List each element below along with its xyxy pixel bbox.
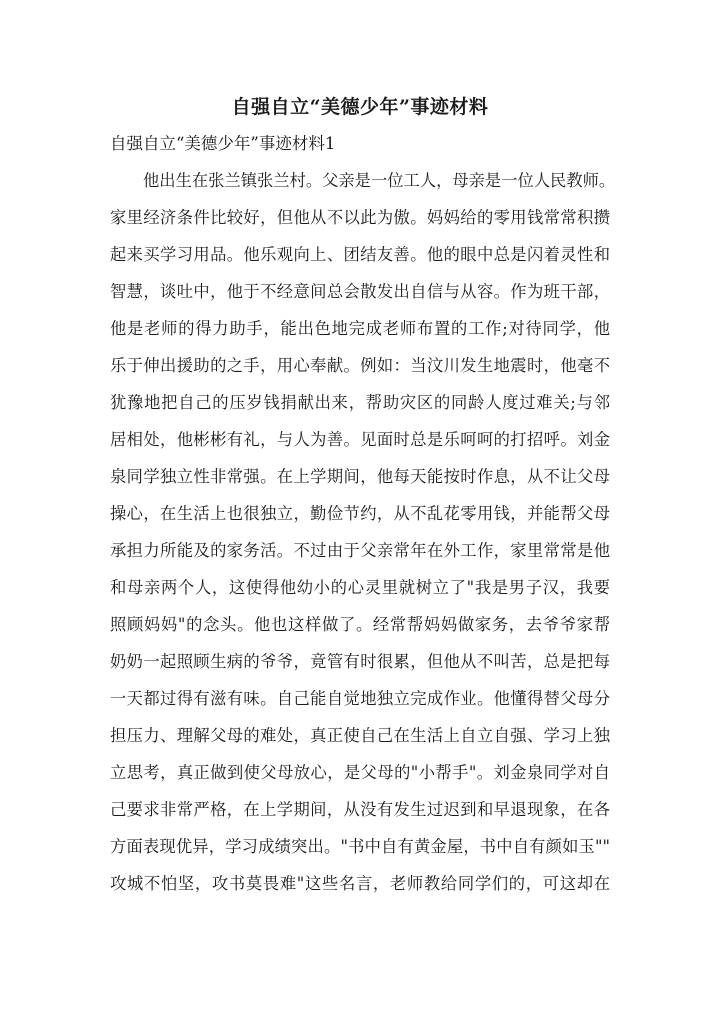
paragraph-line: 他出生在张兰镇张兰村。父亲是一位工人，母亲是一位人民教师。	[143, 171, 616, 190]
paragraph-line: 起来买学习用品。他乐观向上、团结友善。他的眼中总是闪着灵性和	[110, 245, 610, 264]
paragraph-line: 方面表现优异，学习成绩突出。"书中自有黄金屋，书中自有颜如玉""	[110, 837, 610, 856]
paragraph-line: 照顾妈妈"的念头。他也这样做了。经常帮妈妈做家务，去爷爷家帮	[110, 615, 610, 634]
paragraph-line: 居相处，他彬彬有礼，与人为善。见面时总是乐呵呵的打招呼。刘金	[110, 430, 610, 449]
paragraph-line: 担压力、理解父母的难处，真正使自己在生活上自立自强、学习上独	[110, 726, 610, 745]
paragraph-line: 他是老师的得力助手，能出色地完成老师布置的工作;对待同学，他	[110, 319, 610, 338]
paragraph-line: 己要求非常严格，在上学期间，从没有发生过迟到和早退现象，在各	[110, 800, 610, 819]
paragraph-line: 操心，在生活上也很独立，勤俭节约，从不乱花零用钱，并能帮父母	[110, 504, 610, 523]
paragraph-line: 一天都过得有滋有味。自己能自觉地独立完成作业。他懂得替父母分	[110, 689, 610, 708]
paragraph-line: 泉同学独立性非常强。在上学期间，他每天能按时作息，从不让父母	[110, 467, 610, 486]
paragraph-line: 立思考，真正做到使父母放心，是父母的"小帮手"。刘金泉同学对自	[110, 763, 610, 782]
paragraph-line: 智慧，谈吐中，他于不经意间总会散发出自信与从容。作为班干部，	[110, 282, 610, 301]
paragraph-line: 攻城不怕坚，攻书莫畏难"这些名言，老师教给同学们的，可这却在	[110, 874, 610, 893]
paragraph-line: 家里经济条件比较好，但他从不以此为傲。妈妈给的零用钱常常积攒	[110, 208, 610, 227]
document-title: 自强自立“美德少年”事迹材料	[231, 96, 489, 118]
paragraph-line: 犹豫地把自己的压岁钱捐献出来，帮助灾区的同龄人度过难关;与邻	[110, 393, 610, 412]
section-heading: 自强自立“美德少年”事迹材料1	[110, 134, 336, 153]
paragraph-line: 和母亲两个人，这使得他幼小的心灵里就树立了"我是男子汉，我要	[110, 578, 610, 597]
paragraph-line: 承担力所能及的家务活。不过由于父亲常年在外工作，家里常常是他	[110, 541, 610, 560]
paragraph-line: 奶奶一起照顾生病的爷爷，竟管有时很累，但他从不叫苦，总是把每	[110, 652, 610, 671]
paragraph-line: 乐于伸出援助的之手，用心奉献。例如：当汶川发生地震时，他毫不	[110, 356, 610, 375]
